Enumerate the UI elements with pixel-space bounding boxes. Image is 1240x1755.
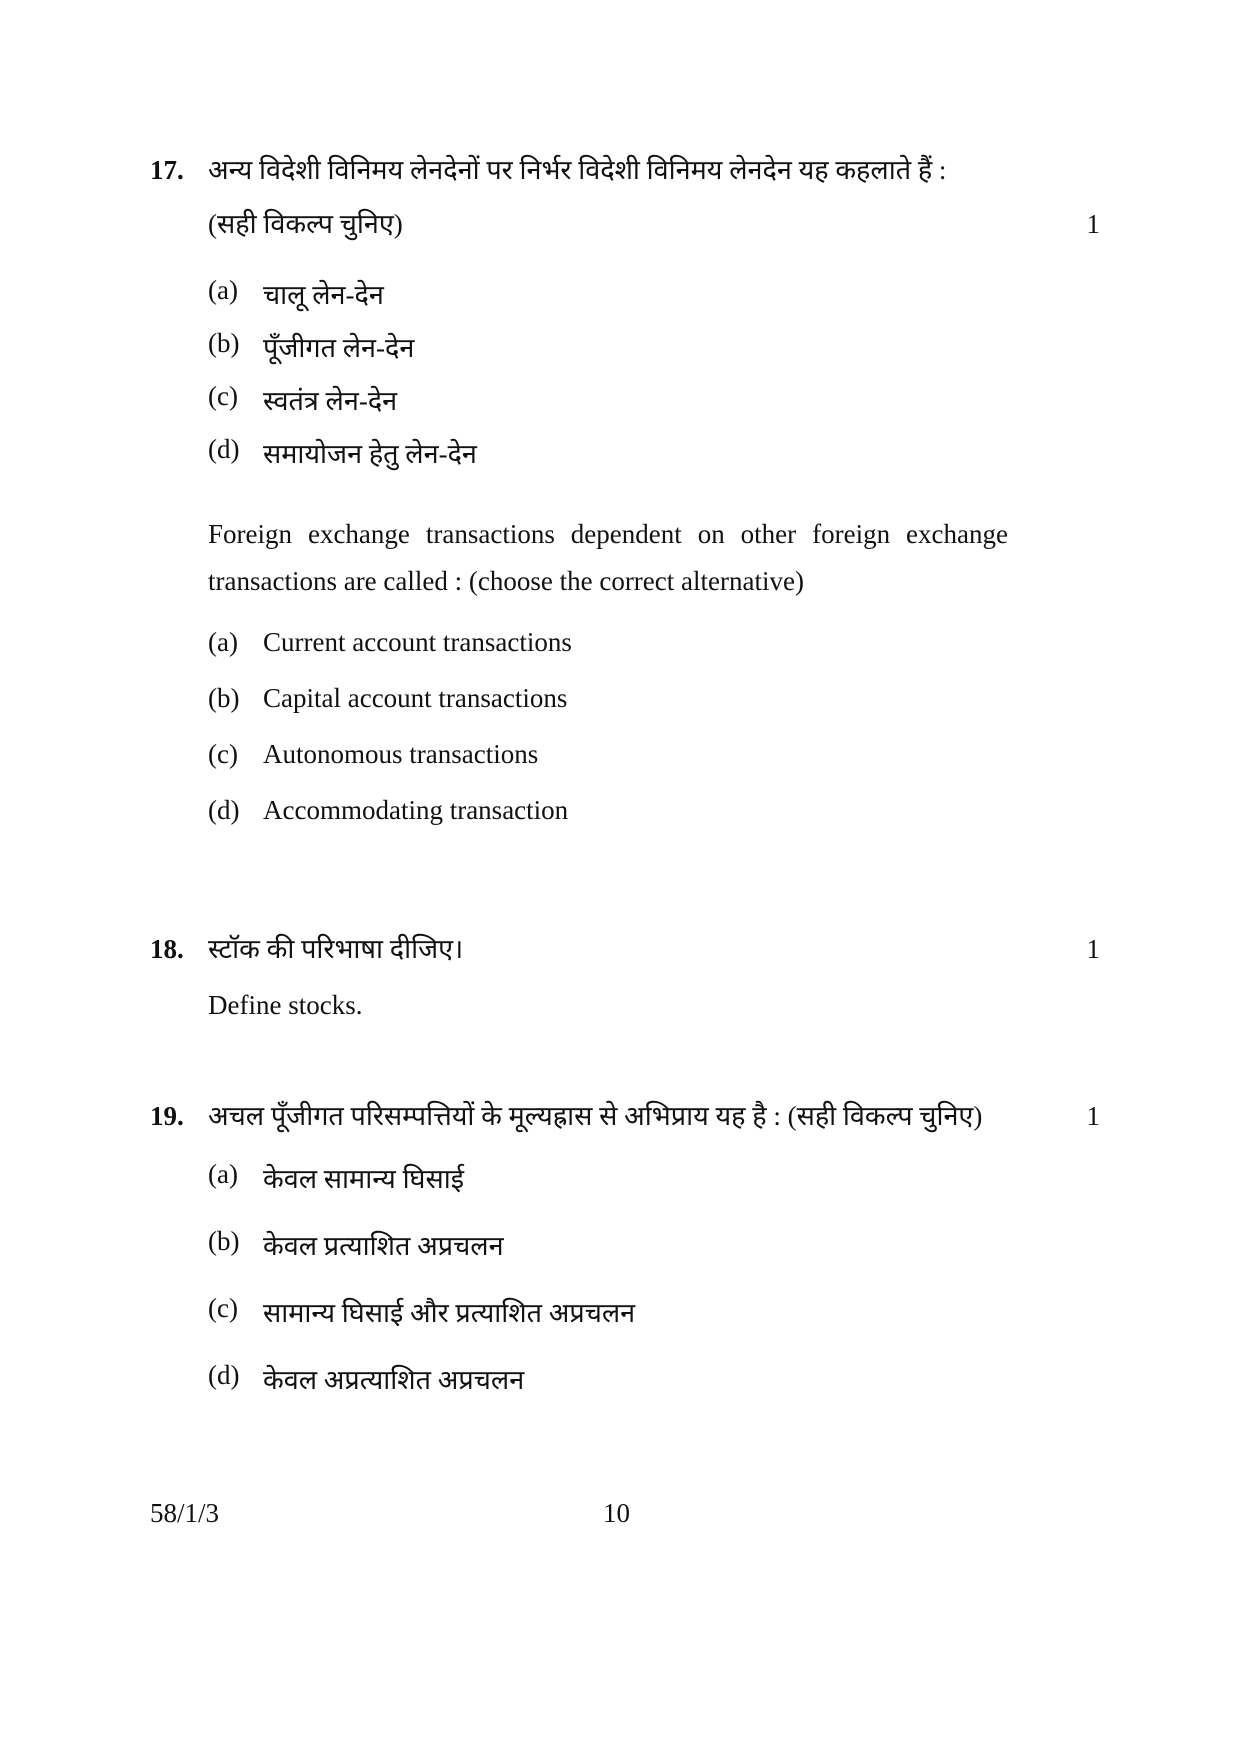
option-label: (a) <box>208 627 238 657</box>
question-text-hindi: अचल पूँजीगत परिसम्पत्तियों के मूल्यह्रास से अभिप्राय यह है : (सही विकल्प चुनिए) <box>208 1101 983 1131</box>
option-text: Autonomous transactions <box>263 739 539 769</box>
option-text: Capital account transactions <box>263 683 568 713</box>
option-label: (a) <box>208 275 238 305</box>
option-label: (d) <box>208 434 240 464</box>
option-text: केवल प्रत्याशित अप्रचलन <box>263 1231 504 1261</box>
hindi-options <box>208 1159 1100 1410</box>
option-text: चालू लेन-देन <box>263 280 384 310</box>
paper-code: 58/1/3 <box>150 1498 220 1528</box>
question-text-hindi: अन्य विदेशी विनिमय लेनदेनों पर निर्भर विदेशी विनिमय लेनदेन यह कहलाते हैं : <box>208 155 947 185</box>
option-text: Current account transactions <box>263 627 572 657</box>
question-18-hindi <box>150 922 1100 976</box>
option-d <box>208 434 1100 487</box>
marks: 1 <box>1086 934 1100 964</box>
option-c <box>208 381 1100 434</box>
option-b <box>208 683 1100 739</box>
question-19 <box>150 1089 1100 1410</box>
question-text-hindi: स्टॉक की परिभाषा दीजिए। <box>208 934 464 964</box>
option-text: केवल अप्रत्याशित अप्रचलन <box>263 1365 525 1395</box>
option-text: Accommodating transaction <box>263 795 569 825</box>
option-label: (c) <box>208 381 238 411</box>
option-label: (d) <box>208 795 240 825</box>
question-text-english: Define stocks. <box>208 990 363 1020</box>
marks: 1 <box>1086 209 1100 239</box>
english-options <box>208 627 1100 845</box>
option-b <box>208 1226 1100 1293</box>
option-label: (b) <box>208 328 240 358</box>
option-c <box>208 739 1100 795</box>
option-c <box>208 1293 1100 1360</box>
option-b <box>208 328 1100 381</box>
option-text: पूँजीगत लेन-देन <box>263 333 415 363</box>
option-text: सामान्य घिसाई और प्रत्याशित अप्रचलन <box>263 1298 636 1328</box>
option-label: (b) <box>208 683 240 713</box>
option-label: (a) <box>208 1159 238 1189</box>
option-d <box>208 795 1100 845</box>
option-text: केवल सामान्य घिसाई <box>263 1164 465 1194</box>
option-a <box>208 627 1100 683</box>
question-number: 18. <box>150 934 184 964</box>
question-17 <box>150 143 1100 845</box>
question-19-hindi <box>150 1089 1100 1143</box>
marks: 1 <box>1086 1101 1100 1131</box>
option-d <box>208 1360 1100 1410</box>
page-number: 10 <box>603 1498 630 1528</box>
option-a <box>208 1159 1100 1226</box>
question-number: 17. <box>150 155 184 185</box>
option-text: समायोजन हेतु लेन-देन <box>263 439 477 469</box>
hindi-options <box>208 275 1100 487</box>
option-label: (c) <box>208 1293 238 1323</box>
option-label: (d) <box>208 1360 240 1390</box>
option-a <box>208 275 1100 328</box>
option-label: (b) <box>208 1226 240 1256</box>
option-text: स्वतंत्र लेन-देन <box>263 386 398 416</box>
question-text-english: Foreign exchange transactions dependent on other foreign exchange transactions are called : (choose the correct alternative) <box>208 519 1008 596</box>
question-text-hindi-line2-row <box>208 197 1100 251</box>
question-18 <box>150 922 1100 1029</box>
option-label: (c) <box>208 739 238 769</box>
question-text-hindi-line2: (सही विकल्प चुनिए) <box>208 209 403 239</box>
question-number: 19. <box>150 1101 184 1131</box>
question-17-hindi <box>150 143 1100 251</box>
